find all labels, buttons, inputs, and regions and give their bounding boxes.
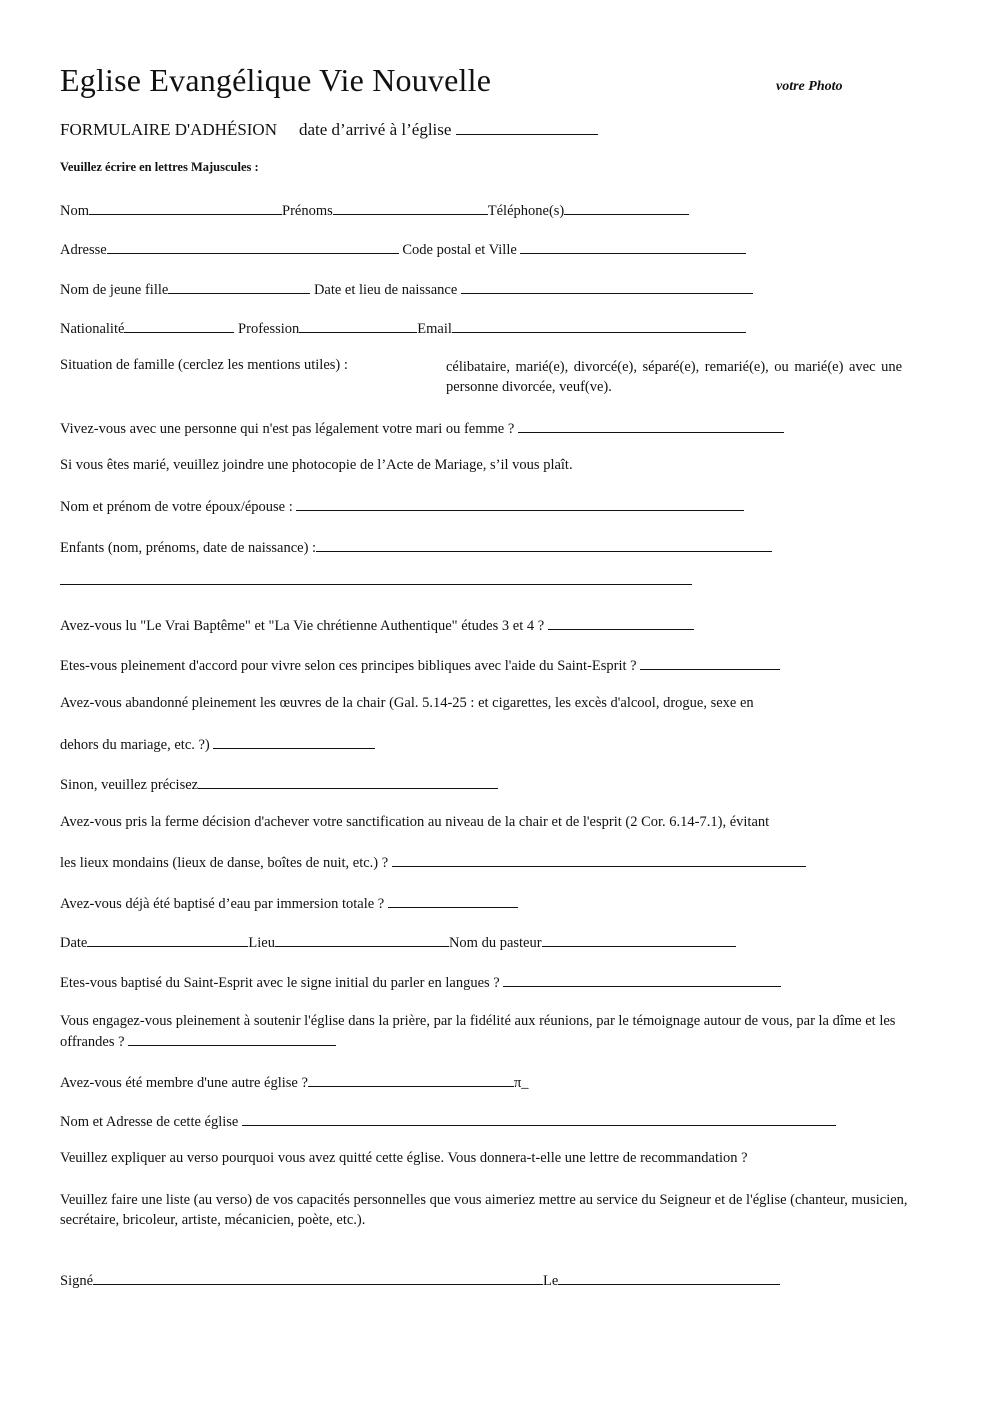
question-abandon-line2	[60, 734, 375, 754]
question-marie: Si vous êtes marié, veuillez joindre une photocopie de l’Acte de Mariage, s’il vous plaît.	[60, 457, 573, 473]
profession-field[interactable]	[299, 318, 417, 333]
question-accord-field[interactable]	[640, 655, 780, 670]
nom-label: Nom	[60, 203, 89, 219]
question-enfants-text: Enfants (nom, prénoms, date de naissance) :	[60, 540, 317, 556]
question-epoux-text: Nom et prénom de votre époux/épouse :	[60, 499, 293, 515]
question-enfants-field[interactable]	[316, 537, 772, 552]
question-vivez-field[interactable]	[518, 418, 784, 433]
question-lu-field[interactable]	[548, 615, 694, 630]
question-expliquer: Veuillez expliquer au verso pourquoi vous avez quitté cette église. Vous donnera-t-elle une lettre de recommandation ?	[60, 1150, 748, 1166]
adresse-field[interactable]	[107, 239, 399, 254]
telephone-field[interactable]	[564, 200, 689, 215]
question-esprit-field[interactable]	[503, 972, 781, 987]
question-sinon-field[interactable]	[198, 774, 498, 789]
question-decision-text: les lieux mondains (lieux de danse, boîtes de nuit, etc.) ?	[60, 855, 389, 871]
signature-date-field[interactable]	[558, 1270, 780, 1285]
pasteur-label: Nom du pasteur	[448, 935, 542, 951]
question-nom-eglise-text: Nom et Adresse de cette église	[60, 1114, 239, 1130]
identity-row	[60, 200, 689, 220]
date-lieu-naissance-field[interactable]	[461, 279, 753, 294]
signe-label: Signé	[60, 1273, 94, 1289]
date-lieu-naissance-label: Date et lieu de naissance	[313, 282, 458, 298]
family-status-options[interactable]: célibataire, marié(e), divorcé(e), séparé(e), remarié(e), ou marié(e) avec une personne divorcée, veuf(ve).	[446, 359, 902, 395]
telephone-label: Téléphone(s)	[487, 203, 565, 219]
email-field[interactable]	[452, 318, 746, 333]
code-postal-field[interactable]	[520, 239, 746, 254]
question-membre-suffix: π_	[513, 1075, 529, 1091]
question-sinon	[60, 774, 498, 794]
question-decision-line2	[60, 852, 806, 872]
question-engagez-field[interactable]	[128, 1031, 336, 1046]
question-baptise	[60, 893, 518, 913]
form-title: FORMULAIRE D'ADHÉSION	[60, 120, 277, 139]
question-membre-field[interactable]	[308, 1072, 514, 1087]
question-decision-field[interactable]	[392, 852, 806, 867]
question-membre-text: Avez-vous été membre d'une autre église ?	[60, 1075, 308, 1091]
baptism-details-row	[60, 932, 736, 952]
email-label: Email	[417, 321, 452, 337]
question-engagez-text: Vous engagez-vous pleinement à soutenir l'église dans la prière, par la fidélité aux réunions, par le témoignage autour de vous, par la dîme et les offrandes ?	[60, 1013, 896, 1050]
question-baptise-text: Avez-vous déjà été baptisé d’eau par immersion totale ?	[60, 896, 385, 912]
question-engagez	[60, 1011, 936, 1052]
prenoms-field[interactable]	[333, 200, 488, 215]
photo-placeholder-label: votre Photo	[776, 79, 843, 94]
question-accord	[60, 655, 780, 675]
form-subtitle	[60, 120, 598, 140]
nom-jeune-fille-label: Nom de jeune fille	[60, 282, 169, 298]
question-esprit	[60, 972, 781, 992]
address-row	[60, 239, 746, 259]
nationality-row	[60, 318, 746, 338]
nom-field[interactable]	[89, 200, 282, 215]
question-abandon-line1: Avez-vous abandonné pleinement les œuvres de la chair (Gal. 5.14-25 : et cigarettes, les excès d'alcool, drogue, sexe en	[60, 695, 754, 711]
question-membre	[60, 1072, 529, 1092]
question-lu-text: Avez-vous lu "Le Vrai Baptême" et "La Vie chrétienne Authentique" études 3 et 4 ?	[60, 618, 545, 634]
le-label: Le	[543, 1273, 559, 1289]
date-label: Date	[60, 935, 88, 951]
question-nom-eglise	[60, 1111, 836, 1131]
question-sinon-text: Sinon, veuillez précisez	[60, 777, 199, 793]
signature-row	[60, 1270, 780, 1290]
question-abandon-field[interactable]	[213, 734, 375, 749]
signature-field[interactable]	[93, 1270, 543, 1285]
nationalite-field[interactable]	[124, 318, 234, 333]
question-vivez-text: Vivez-vous avec une personne qui n'est pas légalement votre mari ou femme ?	[60, 421, 515, 437]
question-enfants	[60, 537, 772, 557]
prenoms-label: Prénoms	[282, 203, 333, 219]
arrival-date-field[interactable]	[456, 120, 598, 135]
pasteur-field[interactable]	[542, 932, 736, 947]
birth-row	[60, 279, 753, 299]
lieu-field[interactable]	[275, 932, 449, 947]
question-decision-line1: Avez-vous pris la ferme décision d'achever votre sanctification au niveau de la chair et de l'esprit (2 Cor. 6.14-7.1), évitant	[60, 814, 770, 830]
arrival-date-label: date d’arrivé à l’église	[298, 120, 452, 139]
question-nom-eglise-field[interactable]	[242, 1111, 836, 1126]
date-field[interactable]	[87, 932, 248, 947]
adresse-label: Adresse	[60, 242, 107, 258]
question-esprit-text: Etes-vous baptisé du Saint-Esprit avec le signe initial du parler en langues ?	[60, 975, 500, 991]
code-postal-label: Code postal et Ville	[402, 242, 517, 258]
church-title: Eglise Evangélique Vie Nouvelle	[60, 62, 492, 98]
nationalite-label: Nationalité	[60, 321, 125, 337]
profession-label: Profession	[238, 321, 300, 337]
question-accord-text: Etes-vous pleinement d'accord pour vivre selon ces principes bibliques avec l'aide du Saint-Esprit ?	[60, 658, 637, 674]
enfants-extra-line[interactable]	[60, 584, 692, 585]
lieu-label: Lieu	[248, 935, 275, 951]
question-vivez	[60, 418, 784, 438]
question-baptise-field[interactable]	[388, 893, 518, 908]
question-liste: Veuillez faire une liste (au verso) de vos capacités personnelles que vous aimeriez mettre au service du Seigneur et de l'église (chanteur, musicien, secrétaire, bricoleur, artiste, mécanicien, poète, etc.).	[60, 1192, 908, 1228]
question-epoux	[60, 496, 744, 516]
question-abandon-text: dehors du mariage, etc. ?)	[60, 737, 210, 753]
question-epoux-field[interactable]	[296, 496, 744, 511]
question-lu	[60, 615, 694, 635]
family-status-label: Situation de famille (cerclez les mentions utiles) :	[60, 357, 348, 373]
nom-jeune-fille-field[interactable]	[168, 279, 310, 294]
instruction-text: Veuillez écrire en lettres Majuscules :	[60, 160, 259, 174]
